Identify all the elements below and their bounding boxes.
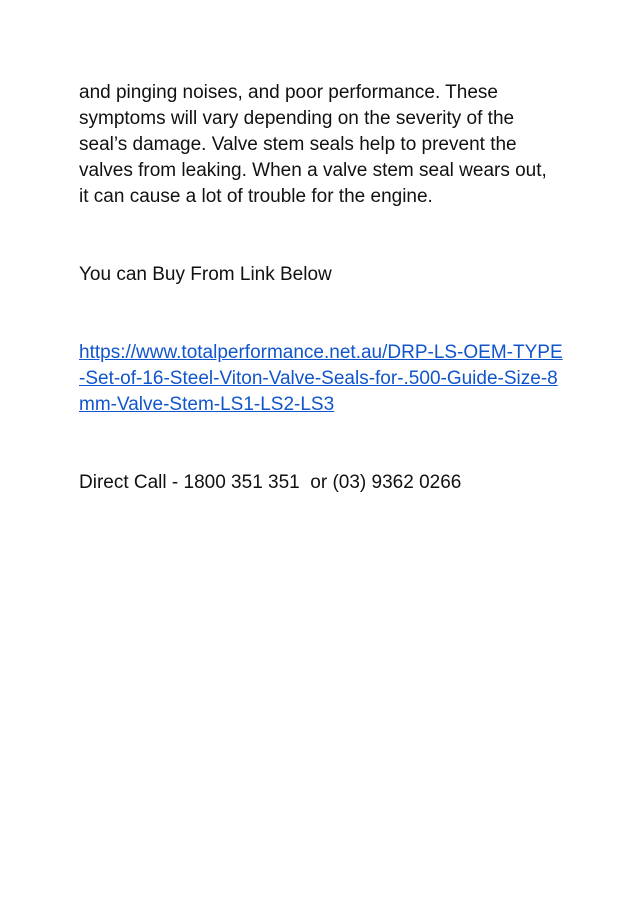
document-content <box>79 80 569 496</box>
body-paragraph: and pinging noises, and poor performance. These symptoms will vary depending on the severity of the seal’s damage. Valve stem seals help to prevent the valves from leaking. When a valve stem seal wears out, it can cause a lot of trouble for the engine. <box>79 82 553 207</box>
product-link[interactable]: https://www.totalperformance.net.au/DRP-LS-OEM-TYPE-Set-of-16-Steel-Viton-Valve-Seals-for-.500-Guide-Size-8mm-Valve-Stem-LS1-LS2-LS3 <box>79 342 563 415</box>
paragraph-spacer <box>79 288 569 340</box>
buy-link-intro: You can Buy From Link Below <box>79 264 332 285</box>
paragraph-spacer <box>79 210 569 262</box>
direct-call-line: Direct Call - 1800 351 351 or (03) 9362 0266 <box>79 472 462 493</box>
paragraph-spacer <box>79 418 569 470</box>
